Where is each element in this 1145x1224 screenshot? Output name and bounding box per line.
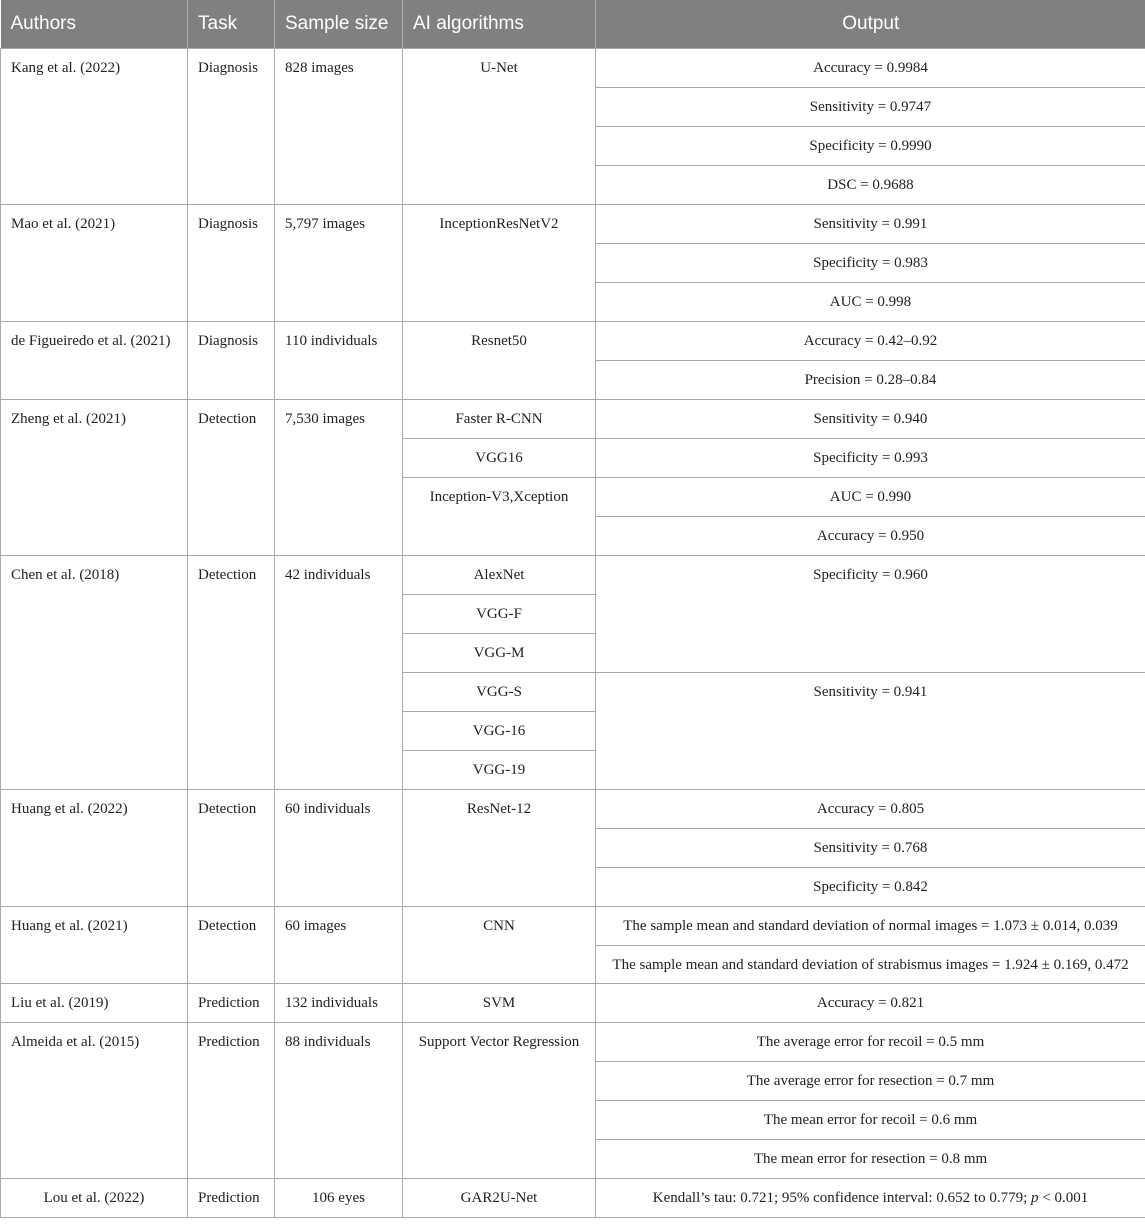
output-cell: Sensitivity = 0.768: [596, 829, 1145, 868]
algorithm-cell: VGG-S: [403, 673, 596, 712]
algorithm-cell: Resnet50: [403, 322, 596, 400]
table-row: [1, 49, 1145, 88]
output-cell: The mean error for recoil = 0.6 mm: [596, 1101, 1145, 1140]
author-cell: Huang et al. (2022): [1, 790, 188, 907]
output-cell: AUC = 0.998: [596, 283, 1145, 322]
sample-cell: 5,797 images: [275, 205, 403, 322]
table-row: [1, 790, 1145, 829]
task-cell: Prediction: [188, 984, 275, 1023]
task-cell: Detection: [188, 400, 275, 556]
table-row: [1, 984, 1145, 1023]
sample-cell: 42 individuals: [275, 556, 403, 790]
output-cell: Sensitivity = 0.941: [596, 673, 1145, 790]
p-value-symbol: p: [1031, 1190, 1039, 1206]
sample-cell: 132 individuals: [275, 984, 403, 1023]
sample-cell: 7,530 images: [275, 400, 403, 556]
algorithm-cell: GAR2U-Net: [403, 1179, 596, 1218]
header-task: Task: [188, 0, 275, 49]
sample-cell: 106 eyes: [275, 1179, 403, 1218]
task-cell: Diagnosis: [188, 49, 275, 205]
task-cell: Prediction: [188, 1179, 275, 1218]
output-cell: Accuracy = 0.950: [596, 517, 1145, 556]
task-cell: Detection: [188, 556, 275, 790]
output-cell: Specificity = 0.842: [596, 868, 1145, 907]
algorithm-cell: VGG-16: [403, 712, 596, 751]
output-cell: Accuracy = 0.42–0.92: [596, 322, 1145, 361]
algorithm-cell: Inception-V3,Xception: [403, 478, 596, 556]
output-cell: Accuracy = 0.821: [596, 984, 1145, 1023]
author-cell: Huang et al. (2021): [1, 907, 188, 984]
header-sample-size: Sample size: [275, 0, 403, 49]
output-cell: Sensitivity = 0.940: [596, 400, 1145, 439]
author-cell: Zheng et al. (2021): [1, 400, 188, 556]
sample-cell: 60 individuals: [275, 790, 403, 907]
output-cell: Specificity = 0.993: [596, 439, 1145, 478]
output-cell: Specificity = 0.983: [596, 244, 1145, 283]
table-row: [1, 205, 1145, 244]
table-row: [1, 1023, 1145, 1062]
table-row: [1, 556, 1145, 595]
output-cell: Sensitivity = 0.9747: [596, 88, 1145, 127]
author-cell: Almeida et al. (2015): [1, 1023, 188, 1179]
header-ai-algorithms: AI algorithms: [403, 0, 596, 49]
task-cell: Diagnosis: [188, 205, 275, 322]
output-cell: Accuracy = 0.9984: [596, 49, 1145, 88]
header-output: Output: [596, 0, 1145, 49]
output-cell: Precision = 0.28–0.84: [596, 361, 1145, 400]
algorithm-cell: SVM: [403, 984, 596, 1023]
task-cell: Diagnosis: [188, 322, 275, 400]
author-cell: Kang et al. (2022): [1, 49, 188, 205]
output-cell: The sample mean and standard deviation of normal images = 1.073 ± 0.014, 0.039: [596, 907, 1145, 946]
author-cell: de Figueiredo et al. (2021): [1, 322, 188, 400]
author-cell: Lou et al. (2022): [1, 1179, 188, 1218]
output-cell: Specificity = 0.9990: [596, 127, 1145, 166]
author-cell: Mao et al. (2021): [1, 205, 188, 322]
algorithm-cell: VGG-F: [403, 595, 596, 634]
algorithm-cell: ResNet-12: [403, 790, 596, 907]
algorithm-cell: AlexNet: [403, 556, 596, 595]
output-cell: [596, 1179, 1145, 1218]
algorithm-cell: U-Net: [403, 49, 596, 205]
output-cell: Specificity = 0.960: [596, 556, 1145, 673]
table-row: [1, 400, 1145, 439]
algorithm-cell: Faster R-CNN: [403, 400, 596, 439]
table-row: [1, 1179, 1145, 1218]
task-cell: Prediction: [188, 1023, 275, 1179]
output-text: Kendall’s tau: 0.721; 95% confidence interval: 0.652 to 0.779;: [652, 1190, 1032, 1206]
output-cell: DSC = 0.9688: [596, 166, 1145, 205]
task-cell: Detection: [188, 790, 275, 907]
output-cell: AUC = 0.990: [596, 478, 1145, 517]
sample-cell: 88 individuals: [275, 1023, 403, 1179]
algorithm-cell: CNN: [403, 907, 596, 984]
output-cell: The average error for resection = 0.7 mm: [596, 1062, 1145, 1101]
header-row: [1, 0, 1145, 49]
table-row: [1, 907, 1145, 946]
sample-cell: 110 individuals: [275, 322, 403, 400]
algorithm-cell: VGG-19: [403, 751, 596, 790]
author-cell: Liu et al. (2019): [1, 984, 188, 1023]
output-cell: Accuracy = 0.805: [596, 790, 1145, 829]
output-cell: Sensitivity = 0.991: [596, 205, 1145, 244]
algorithm-cell: InceptionResNetV2: [403, 205, 596, 322]
algorithm-cell: VGG16: [403, 439, 596, 478]
output-cell: The mean error for resection = 0.8 mm: [596, 1140, 1145, 1179]
output-cell: The sample mean and standard deviation of strabismus images = 1.924 ± 0.169, 0.472: [596, 946, 1145, 984]
algorithm-cell: Support Vector Regression: [403, 1023, 596, 1179]
header-authors: Authors: [1, 0, 188, 49]
sample-cell: 828 images: [275, 49, 403, 205]
task-cell: Detection: [188, 907, 275, 984]
output-text: < 0.001: [1038, 1190, 1089, 1206]
author-cell: Chen et al. (2018): [1, 556, 188, 790]
sample-cell: 60 images: [275, 907, 403, 984]
output-cell: The average error for recoil = 0.5 mm: [596, 1023, 1145, 1062]
algorithm-cell: VGG-M: [403, 634, 596, 673]
table-row: [1, 322, 1145, 361]
